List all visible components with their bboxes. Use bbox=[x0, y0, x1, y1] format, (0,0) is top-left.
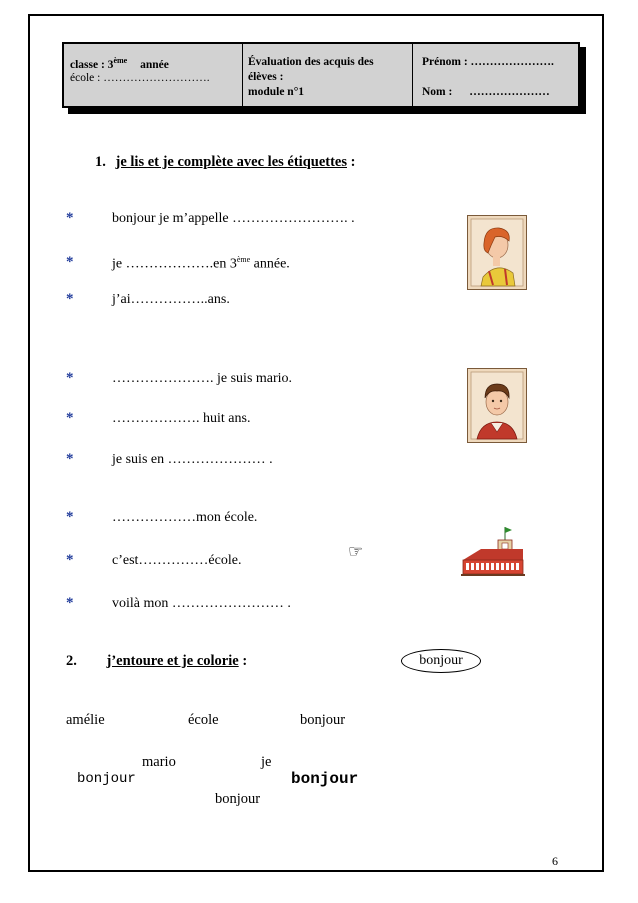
exercise-line-8[interactable]: c’est……………école. bbox=[112, 553, 242, 568]
header-class-cell bbox=[64, 44, 243, 106]
boy-eye-right bbox=[500, 400, 502, 402]
page-number: 6 bbox=[552, 854, 558, 868]
exercise-line-7[interactable]: ………………mon école. bbox=[112, 510, 258, 525]
section2-number: 2. bbox=[66, 653, 77, 669]
circled-word-example: bonjour bbox=[401, 649, 481, 673]
exercise-line-5[interactable]: ………………. huit ans. bbox=[112, 411, 251, 426]
girl-portrait-icon bbox=[467, 215, 527, 290]
prenom-field[interactable]: Prénom : …………………. bbox=[422, 56, 554, 68]
school-windows bbox=[466, 563, 519, 570]
school-ground bbox=[461, 574, 525, 576]
section1-title-text: je lis et je complète avec les étiquettes bbox=[115, 154, 347, 170]
pointing-hand-icon: ☞ bbox=[348, 542, 364, 561]
line2-sup: ème bbox=[236, 255, 251, 264]
header-table bbox=[62, 42, 580, 108]
exercise-line-6[interactable]: je suis en ………………… . bbox=[112, 452, 273, 467]
nom-dots: ………………… bbox=[469, 86, 550, 98]
boy-eye-left bbox=[492, 400, 494, 402]
bullet-marker: * bbox=[66, 509, 74, 525]
word-mario[interactable]: mario bbox=[142, 754, 176, 770]
classe-label: classe : 3 bbox=[70, 58, 114, 71]
school-roof bbox=[463, 549, 523, 560]
header-name-cell bbox=[412, 44, 578, 106]
bullet-marker: * bbox=[66, 370, 74, 386]
page-border bbox=[28, 14, 604, 872]
bullet-marker: * bbox=[66, 210, 74, 226]
classe-line bbox=[70, 56, 169, 71]
word-bonjour-mono[interactable]: bonjour bbox=[77, 771, 136, 787]
ecole-line: école : ………………………. bbox=[70, 72, 210, 84]
title-line-2: élèves : bbox=[248, 71, 284, 83]
classe-suffix: année bbox=[140, 58, 169, 71]
section1-number: 1. bbox=[95, 154, 106, 170]
school-building-icon bbox=[461, 525, 525, 577]
school-flag bbox=[505, 527, 512, 533]
word-bonjour[interactable]: bonjour bbox=[300, 712, 346, 728]
word-ecole[interactable]: école bbox=[188, 712, 219, 728]
exercise-line-9[interactable]: voilà mon …………………… . bbox=[112, 596, 291, 611]
line2-pre: je ……………….en 3 bbox=[112, 256, 237, 272]
header-title-cell bbox=[242, 44, 413, 106]
exercise-line-1[interactable]: bonjour je m’appelle ……………………. . bbox=[112, 211, 355, 226]
word-je[interactable]: je bbox=[261, 754, 272, 770]
exercise-line-3[interactable]: j’ai……………..ans. bbox=[112, 292, 230, 307]
nom-label: Nom : bbox=[422, 86, 453, 98]
section2-title bbox=[66, 653, 247, 670]
nom-field[interactable] bbox=[422, 86, 550, 98]
section2-colon: : bbox=[242, 653, 248, 669]
exercise-line-4[interactable]: …………………. je suis mario. bbox=[112, 371, 293, 386]
word-bonjour-bold[interactable]: bonjour bbox=[291, 770, 359, 788]
school-clock bbox=[502, 543, 508, 549]
bullet-marker: * bbox=[66, 451, 74, 467]
bullet-marker: * bbox=[66, 552, 74, 568]
section2-title-text: j’entoure et je colorie bbox=[106, 653, 239, 669]
line2-post: année. bbox=[250, 256, 290, 272]
classe-sup: ème bbox=[113, 56, 128, 65]
exercise-line-2[interactable] bbox=[112, 255, 290, 273]
section1-title bbox=[95, 154, 355, 171]
bullet-marker: * bbox=[66, 291, 74, 307]
section1-colon: : bbox=[350, 154, 356, 170]
title-line-1: Évaluation des acquis des bbox=[248, 56, 374, 68]
word-bonjour-serif[interactable]: bonjour bbox=[215, 791, 261, 807]
bullet-marker: * bbox=[66, 595, 74, 611]
boy-portrait-icon bbox=[467, 368, 527, 443]
girl-neck bbox=[493, 256, 500, 266]
title-line-3: module n°1 bbox=[248, 86, 305, 98]
bullet-marker: * bbox=[66, 410, 74, 426]
word-amelie[interactable]: amélie bbox=[66, 712, 105, 728]
bullet-marker: * bbox=[66, 254, 74, 270]
